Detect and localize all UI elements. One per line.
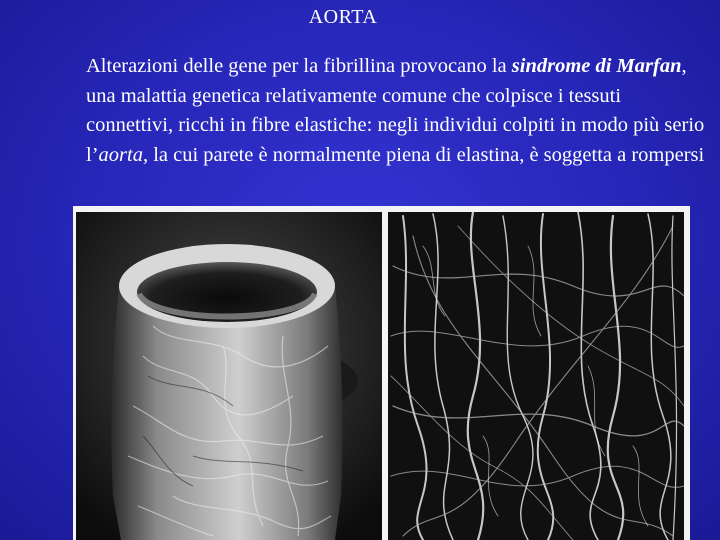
micrograph-figure (73, 206, 690, 540)
elastic-fiber-micrograph (388, 212, 684, 540)
syndrome-name: sindrome di Marfan (511, 55, 682, 77)
body-text-2: , una malattia genetica relativamente comune che colpisce i tessuti connettivi, ricchi in fibre elastiche: negli individui colpiti in modo più serio l’ (86, 55, 705, 166)
slide-title: AORTA (308, 6, 378, 28)
body-text-1: Alterazioni delle gene per la fibrillina provocano la (86, 55, 512, 77)
slide-body (86, 52, 706, 170)
aorta-vessel-micrograph (76, 212, 382, 540)
body-text-3: , la cui parete è normalmente piena di elastina, è soggetta a rompersi (142, 143, 705, 166)
aorta-term: aorta (98, 143, 143, 166)
